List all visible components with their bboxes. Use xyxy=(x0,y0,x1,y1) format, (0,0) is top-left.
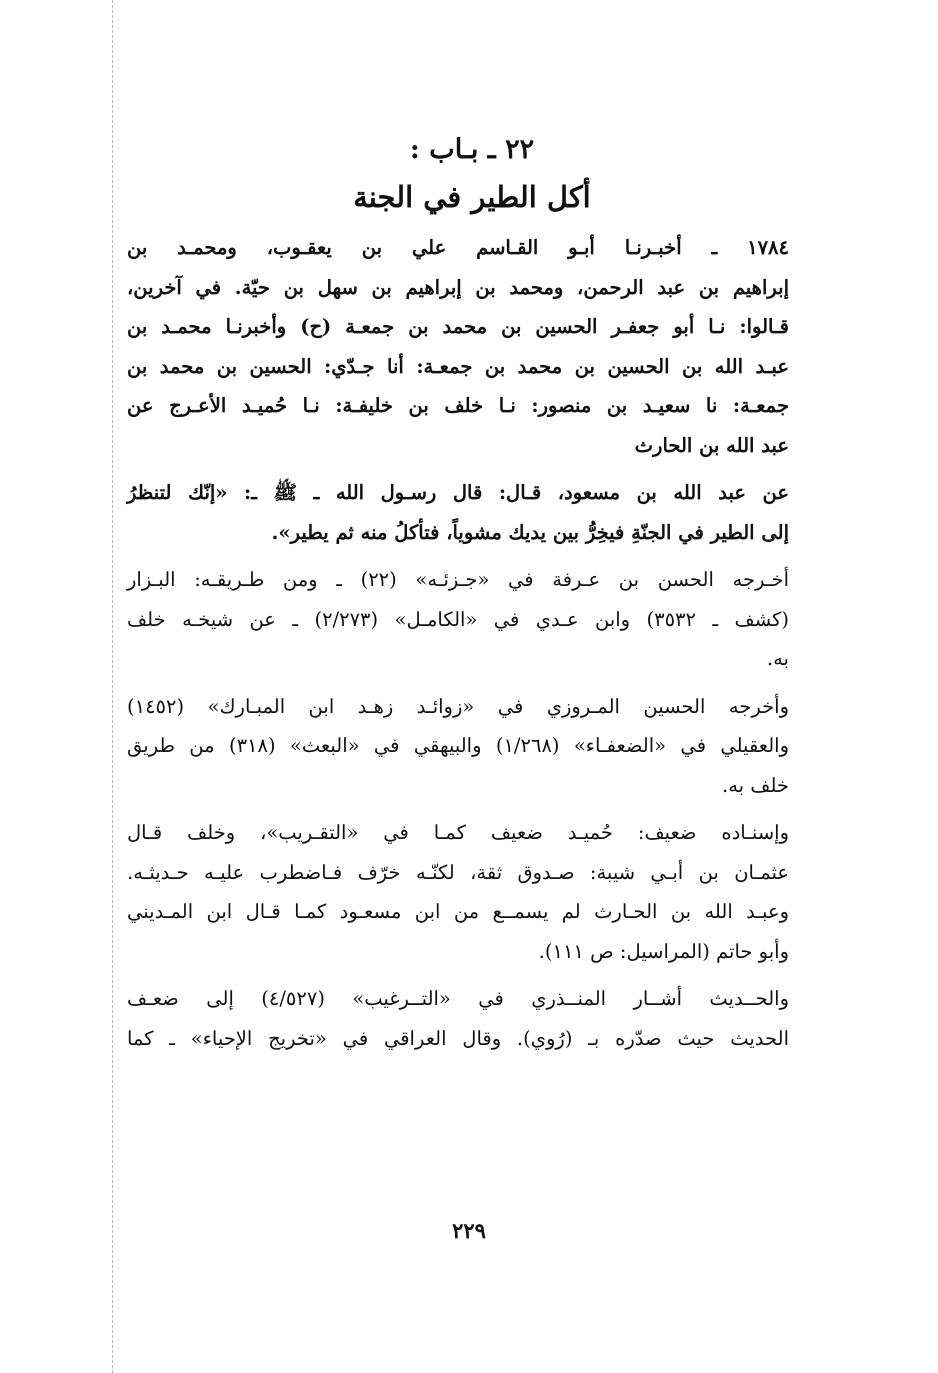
text-line: إبراهيم بن عبد الرحمن، ومحمد بن إبراهيم بن سهل بن حيّة. في آخرين، xyxy=(127,275,789,299)
note-paragraph xyxy=(127,979,817,1058)
text-line: به. xyxy=(766,647,789,670)
page-body xyxy=(127,128,817,1058)
chapter-title: أكل الطير في الجنة xyxy=(353,180,591,214)
note-paragraph xyxy=(127,560,817,679)
text-line: عثمـان بن أبـي شيبة: صـدوق ثقة، لكنّـه خرّف فـاضطرب عليـه حـديثـه. xyxy=(127,860,789,884)
text-line: ١٧٨٤ ـ أخبـرنـا أبـو القـاسم علي بن يعقـوب، ومحمـد بن xyxy=(127,236,789,259)
text-line: إلى الطير في الجنّةِ فيخِرُّ بين يديك مشوياً، فتأكلُ منه ثم يطير». xyxy=(271,520,789,544)
text-line: عبد الله بن الحارث xyxy=(634,433,789,457)
text-line: وأبو حاتم (المراسيل: ص ١١١). xyxy=(538,939,789,963)
margin-guide-line xyxy=(112,0,113,1373)
matn-paragraph xyxy=(127,473,817,552)
text-line: خلف به. xyxy=(722,773,789,797)
text-line: وأخرجه الحسين المـروزي في «زوائـد زهـد ابن المبـارك» (١٤٥٢) xyxy=(127,694,789,718)
text-line: والحــديث أشــار المنــذري في «التــرغيب» (٤/٥٢٧) إلى ضعـف xyxy=(127,987,789,1010)
text-line: والعقيلي في «الضعفـاء» (١/٢٦٨) والبيهقي في «البعث» (٣١٨) من طريق xyxy=(127,734,789,757)
text-line: أخـرجه الحسن بن عـرفة في «جـزئـه» (٢٢) ـ ومن طـريقـه: البـزار xyxy=(127,568,789,591)
text-line: (كشف ـ ٣٥٣٢) وابن عـدي في «الكامـل» (٢/٢٧٣) ـ عن شيخـه خلف xyxy=(127,607,789,631)
note-paragraph xyxy=(127,687,817,806)
text-line: عن عبد الله بن مسعود، قـال: قال رسـول الله ـ ﷺ ـ: «إنّك لتنظرُ xyxy=(127,481,789,504)
chapter-heading: ٢٢ ـ بـاب : xyxy=(409,134,535,165)
text-line: الحديث حيث صدّره بـ (رُوي). وقال العراقي في «تخريج الإحياء» ـ كما xyxy=(127,1026,789,1050)
page-number: ٢٢٩ xyxy=(452,1218,486,1243)
text-line: جمعـة: نا سعيـد بن منصور: نـا خلف بن خليفـة: نـا حُميـد الأعـرج عن xyxy=(127,394,789,417)
text-line: وعبـد الله بن الحـارث لم يسمــع من ابن مسعـود كمـا قـال ابن المـديني xyxy=(127,900,789,923)
note-paragraph xyxy=(127,813,817,971)
isnad-paragraph xyxy=(127,228,817,465)
text-line: عبـد الله بن الحسين بن محمد بن جمعـة: أنا جـدّي: الحسين بن محمد بن xyxy=(127,354,789,378)
text-line: وإسنـاده ضعيف: حُميـد ضعيف كمـا في «التقـريب»، وخلف قـال xyxy=(127,821,789,844)
text-line: قـالوا: نـا أبو جعفـر الحسين بن محمد بن جمعـة (ح) وأخبرنـا محمـد بن xyxy=(127,315,789,338)
